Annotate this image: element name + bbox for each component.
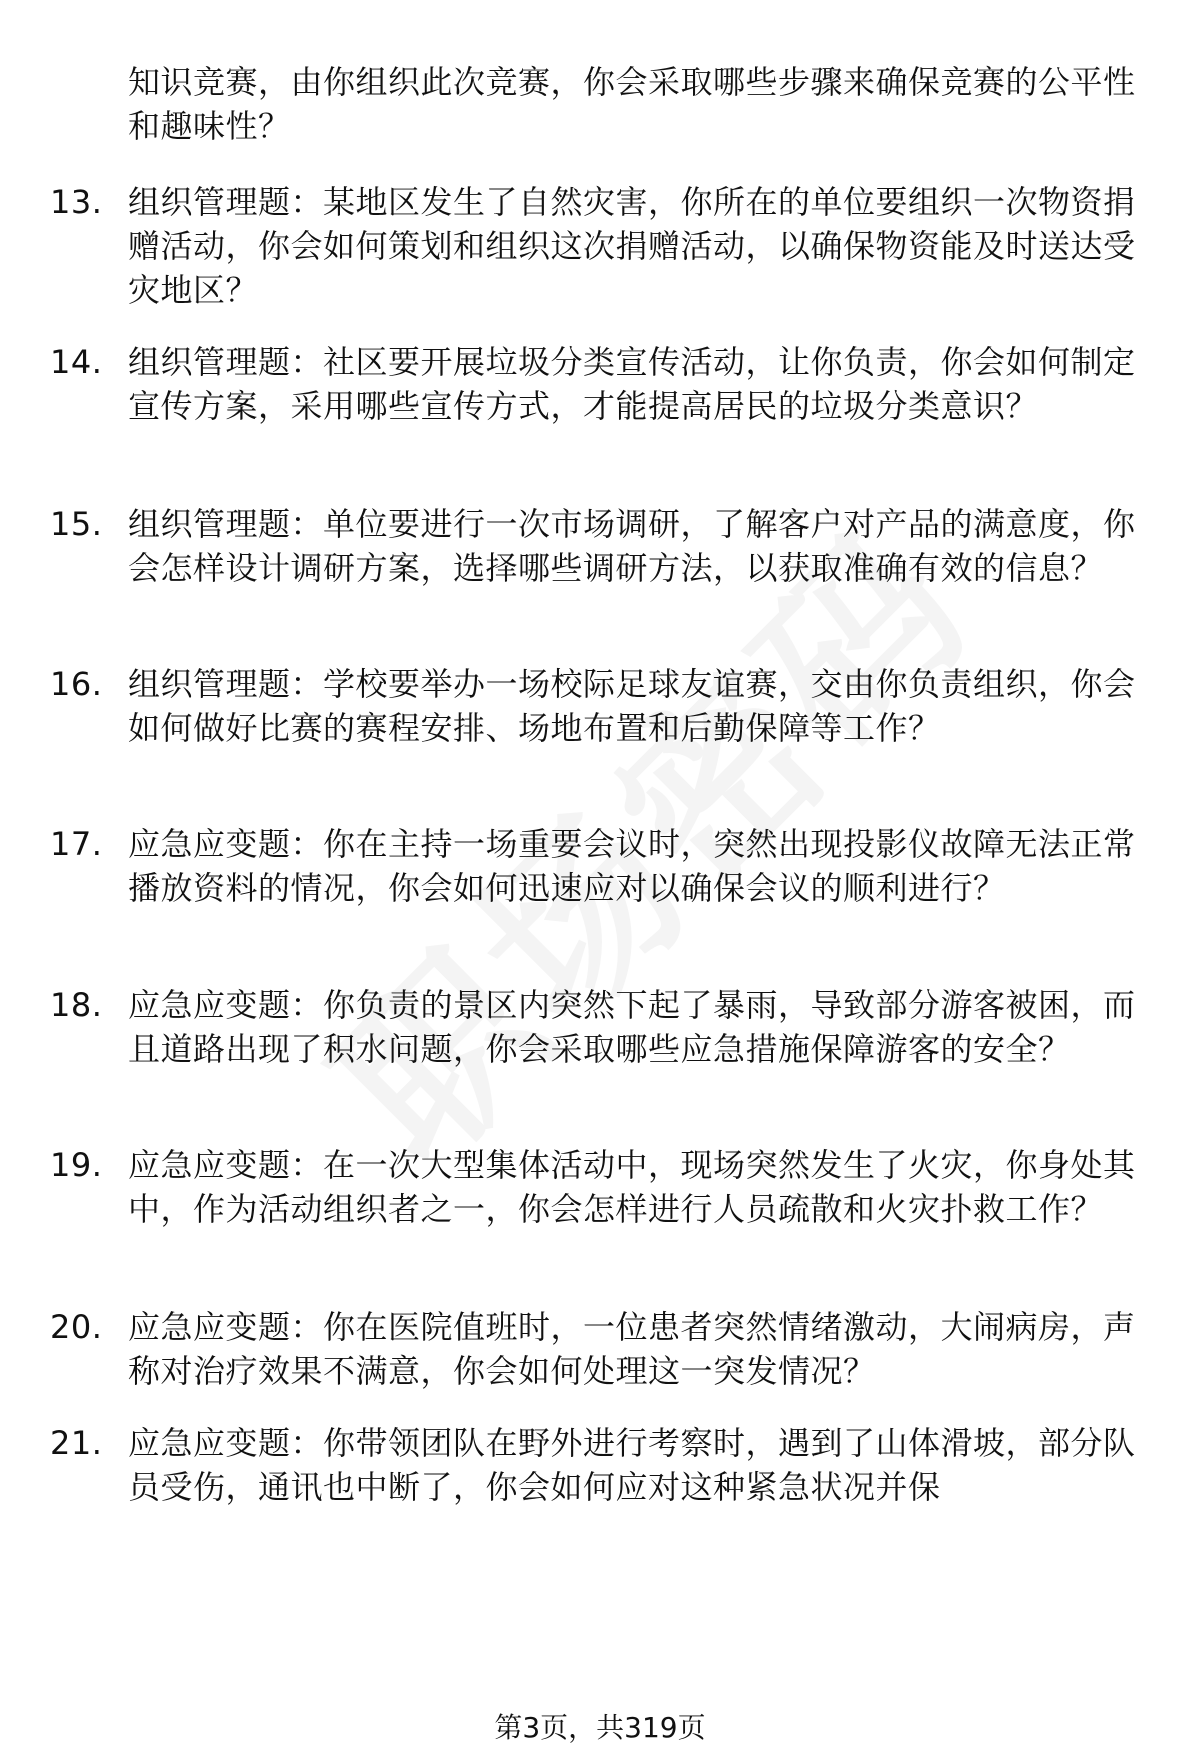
question-number: 20. bbox=[50, 1308, 103, 1346]
question-20 bbox=[50, 1305, 1140, 1393]
question-16 bbox=[50, 662, 1140, 750]
question-number: 17. bbox=[50, 825, 103, 863]
question-13 bbox=[50, 180, 1140, 312]
question-number: 15. bbox=[50, 505, 103, 543]
question-text: 应急应变题：你在主持一场重要会议时，突然出现投影仪故障无法正常播放资料的情况，你会如何迅速应对以确保会议的顺利进行？ bbox=[128, 825, 1136, 907]
question-text: 组织管理题：学校要举办一场校际足球友谊赛，交由你负责组织，你会如何做好比赛的赛程安排、场地布置和后勤保障等工作？ bbox=[128, 665, 1136, 747]
question-number: 19. bbox=[50, 1146, 103, 1184]
question-number: 16. bbox=[50, 665, 103, 703]
question-text: 应急应变题：你带领团队在野外进行考察时，遇到了山体滑坡，部分队员受伤，通讯也中断了，你会如何应对这种紧急状况并保 bbox=[128, 1424, 1136, 1506]
question-18 bbox=[50, 983, 1140, 1071]
page-footer: 第3页，共319页 bbox=[494, 1711, 706, 1744]
question-21 bbox=[50, 1421, 1140, 1509]
question-text: 组织管理题：单位要进行一次市场调研，了解客户对产品的满意度，你会怎样设计调研方案，选择哪些调研方法，以获取准确有效的信息？ bbox=[128, 505, 1136, 587]
question-number: 13. bbox=[50, 183, 103, 221]
question-text: 组织管理题：社区要开展垃圾分类宣传活动，让你负责，你会如何制定宣传方案，采用哪些宣传方式，才能提高居民的垃圾分类意识？ bbox=[128, 343, 1136, 425]
question-19 bbox=[50, 1143, 1140, 1231]
question-number: 21. bbox=[50, 1424, 103, 1462]
question-17 bbox=[50, 822, 1140, 910]
question-15 bbox=[50, 502, 1140, 590]
question-text: 应急应变题：你负责的景区内突然下起了暴雨，导致部分游客被困，而且道路出现了积水问题，你会采取哪些应急措施保障游客的安全？ bbox=[128, 986, 1136, 1068]
question-text: 组织管理题：某地区发生了自然灾害，你所在的单位要组织一次物资捐赠活动，你会如何策划和组织这次捐赠活动，以确保物资能及时送达受灾地区？ bbox=[128, 183, 1136, 309]
question-14 bbox=[50, 340, 1140, 428]
question-number: 14. bbox=[50, 343, 103, 381]
question-text: 应急应变题：你在医院值班时，一位患者突然情绪激动，大闹病房，声称对治疗效果不满意，你会如何处理这一突发情况？ bbox=[128, 1308, 1136, 1390]
question-text: 应急应变题：在一次大型集体活动中，现场突然发生了火灾，你身处其中，作为活动组织者之一，你会怎样进行人员疏散和火灾扑救工作？ bbox=[128, 1146, 1136, 1228]
question-number: 18. bbox=[50, 986, 103, 1024]
question-12-continuation: 知识竞赛，由你组织此次竞赛，你会采取哪些步骤来确保竞赛的公平性和趣味性？ bbox=[128, 63, 1136, 145]
